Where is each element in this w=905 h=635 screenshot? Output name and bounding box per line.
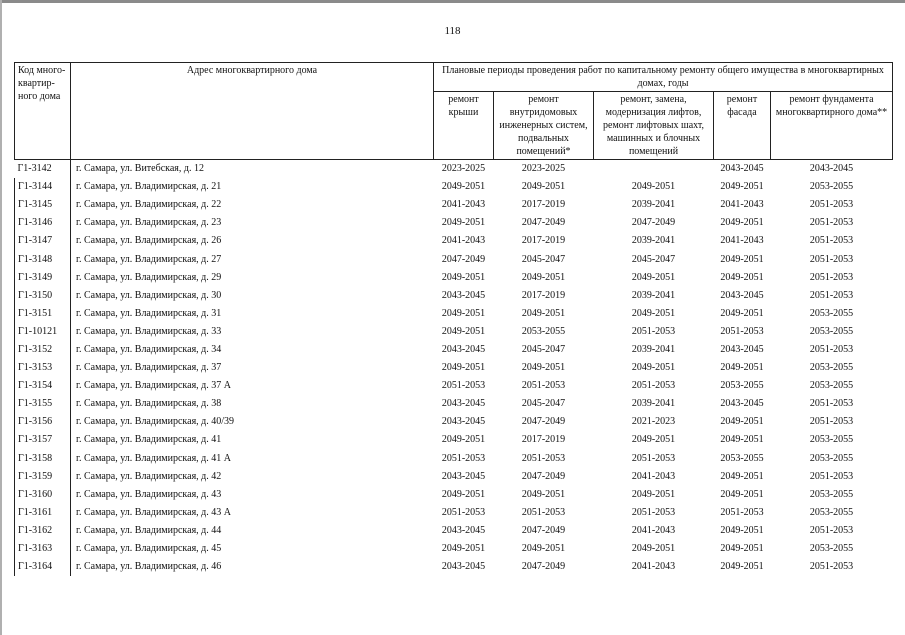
cell-roof: 2043-2045 [441,398,486,410]
cell-address: г. Самара, ул. Владимирская, д. 31 [71,305,434,323]
cell-address: г. Самара, ул. Владимирская, д. 33 [71,323,434,341]
cell-address: г. Самара, ул. Владимирская, д. 41 А [71,450,434,468]
cell-foundation: 2053-2055 [809,506,854,518]
cell-foundation: 2051-2053 [809,398,854,410]
cell-facade: 2049-2051 [720,543,764,555]
table-row [15,558,893,576]
header-lifts: ремонт, замена, модернизация лифтов, ремонт лифтовых шахт, машинных и блочных помещений [594,92,714,160]
cell-internal-systems: 2017-2019 [521,289,566,301]
cell-foundation: 2053-2055 [809,307,854,319]
cell-internal-systems: 2017-2019 [521,235,566,247]
cell-code: Г1-3155 [15,395,71,413]
cell-roof: 2049-2051 [441,488,486,500]
cell-roof: 2049-2051 [441,434,486,446]
cell-address: г. Самара, ул. Владимирская, д. 22 [71,196,434,214]
cell-lifts: 2041-2043 [631,470,676,482]
cell-roof: 2049-2051 [441,271,486,283]
cell-roof: 2049-2051 [441,217,486,229]
cell-foundation: 2051-2053 [809,416,854,428]
cell-lifts: 2039-2041 [631,235,676,247]
cell-lifts: 2049-2051 [631,271,676,283]
cell-address: г. Самара, ул. Владимирская, д. 37 А [71,377,434,395]
table-header [15,63,893,160]
page-number: 118 [444,25,461,37]
cell-facade: 2049-2051 [720,362,764,374]
cell-internal-systems: 2049-2051 [521,271,566,283]
cell-roof: 2043-2045 [441,289,486,301]
cell-facade: 2041-2043 [720,199,764,211]
cell-lifts: 2051-2053 [631,452,676,464]
cell-roof: 2049-2051 [441,543,486,555]
cell-roof: 2041-2043 [441,199,486,211]
cell-foundation: 2051-2053 [809,235,854,247]
cell-internal-systems: 2049-2051 [521,307,566,319]
cell-facade: 2049-2051 [720,217,764,229]
table-row [15,305,893,323]
table-row [15,269,893,287]
cell-foundation: 2053-2055 [809,362,854,374]
cell-code: Г1-3145 [15,196,71,214]
cell-foundation: 2051-2053 [809,561,854,573]
cell-code: Г1-3148 [15,250,71,268]
cell-lifts: 2049-2051 [631,181,676,193]
cell-facade: 2049-2051 [720,561,764,573]
cell-code: Г1-3150 [15,287,71,305]
cell-roof: 2049-2051 [441,362,486,374]
cell-code: Г1-3160 [15,486,71,504]
cell-address: г. Самара, ул. Владимирская, д. 29 [71,269,434,287]
table-row [15,178,893,196]
cell-facade: 2049-2051 [720,488,764,500]
cell-roof: 2051-2053 [441,452,486,464]
cell-foundation: 2051-2053 [809,199,854,211]
cell-lifts: 2051-2053 [631,325,676,337]
cell-internal-systems: 2047-2049 [521,561,566,573]
cell-internal-systems: 2045-2047 [521,343,566,355]
cell-code: Г1-3147 [15,232,71,250]
cell-roof: 2049-2051 [441,181,486,193]
cell-internal-systems: 2023-2025 [521,163,566,175]
cell-foundation: 2053-2055 [809,434,854,446]
cell-foundation: 2043-2045 [809,163,854,175]
table-row [15,232,893,250]
cell-code: Г1-3154 [15,377,71,395]
cell-foundation: 2051-2053 [809,271,854,283]
cell-code: Г1-3164 [15,558,71,576]
cell-roof: 2049-2051 [441,307,486,319]
header-periods-group: Плановые периоды проведения работ по капитальному ремонту общего имущества в многоквартирных домах, годы [434,63,893,92]
cell-lifts: 2039-2041 [631,343,676,355]
cell-code: Г1-3142 [17,163,52,175]
cell-code: Г1-3159 [15,468,71,486]
cell-foundation: 2053-2055 [809,380,854,392]
cell-lifts: 2049-2051 [631,362,676,374]
cell-lifts: 2047-2049 [631,217,676,229]
cell-address: г. Самара, ул. Владимирская, д. 27 [71,250,434,268]
cell-roof: 2043-2045 [441,416,486,428]
table-row [15,287,893,305]
cell-roof: 2041-2043 [441,235,486,247]
cell-lifts: 2039-2041 [631,199,676,211]
cell-internal-systems: 2047-2049 [521,524,566,536]
cell-address: г. Самара, ул. Владимирская, д. 23 [71,214,434,232]
cell-lifts: 2049-2051 [631,434,676,446]
cell-foundation: 2053-2055 [809,325,854,337]
cell-internal-systems: 2051-2053 [521,506,566,518]
cell-address: г. Самара, ул. Владимирская, д. 45 [71,540,434,558]
cell-address: г. Самара, ул. Витебская, д. 12 [71,160,434,179]
cell-internal-systems: 2051-2053 [521,380,566,392]
cell-address: г. Самара, ул. Владимирская, д. 26 [71,232,434,250]
cell-lifts: 2049-2051 [631,307,676,319]
cell-internal-systems: 2047-2049 [521,470,566,482]
cell-address: г. Самара, ул. Владимирская, д. 43 [71,486,434,504]
cell-lifts: 2045-2047 [631,253,676,265]
cell-lifts: 2041-2043 [631,561,676,573]
cell-code: Г1-3146 [15,214,71,232]
cell-address: г. Самара, ул. Владимирская, д. 42 [71,468,434,486]
cell-lifts: 2049-2051 [631,543,676,555]
cell-lifts: 2051-2053 [631,506,676,518]
cell-lifts: 2039-2041 [631,289,676,301]
table-body [15,160,893,577]
cell-foundation: 2051-2053 [809,253,854,265]
table-row [15,323,893,341]
cell-roof: 2043-2045 [441,343,486,355]
capital-repair-table [14,62,893,576]
cell-code: Г1-3163 [15,540,71,558]
cell-address: г. Самара, ул. Владимирская, д. 21 [71,178,434,196]
cell-address: г. Самара, ул. Владимирская, д. 40/39 [71,413,434,431]
cell-address: г. Самара, ул. Владимирская, д. 37 [71,359,434,377]
cell-internal-systems: 2045-2047 [521,398,566,410]
cell-facade: 2043-2045 [720,289,764,301]
cell-facade: 2049-2051 [720,524,764,536]
cell-internal-systems: 2049-2051 [521,543,566,555]
cell-code: Г1-3162 [15,522,71,540]
cell-facade: 2053-2055 [720,380,764,392]
scan-top-edge [0,0,905,3]
cell-foundation: 2053-2055 [809,543,854,555]
cell-internal-systems: 2047-2049 [521,217,566,229]
table-row [15,359,893,377]
cell-facade: 2049-2051 [720,416,764,428]
header-address: Адрес многоквартирного дома [71,63,434,160]
cell-roof: 2043-2045 [441,561,486,573]
cell-internal-systems: 2049-2051 [521,488,566,500]
cell-code: Г1-3151 [15,305,71,323]
cell-code: Г1-3157 [15,431,71,449]
cell-foundation: 2051-2053 [809,217,854,229]
cell-facade: 2053-2055 [720,452,764,464]
cell-internal-systems: 2017-2019 [521,434,566,446]
cell-roof: 2043-2045 [441,524,486,536]
table-row [15,196,893,214]
cell-address: г. Самара, ул. Владимирская, д. 41 [71,431,434,449]
scan-left-edge [0,0,2,635]
cell-internal-systems: 2053-2055 [521,325,566,337]
cell-roof: 2047-2049 [441,253,486,265]
cell-facade: 2049-2051 [720,181,764,193]
cell-lifts: 2021-2023 [631,416,676,428]
cell-foundation: 2051-2053 [809,343,854,355]
table-row [15,431,893,449]
cell-lifts: 2041-2043 [631,524,676,536]
cell-internal-systems: 2047-2049 [521,416,566,428]
cell-foundation: 2051-2053 [809,289,854,301]
table-row [15,341,893,359]
cell-foundation: 2053-2055 [809,452,854,464]
cell-internal-systems: 2017-2019 [521,199,566,211]
cell-address: г. Самара, ул. Владимирская, д. 44 [71,522,434,540]
cell-foundation: 2051-2053 [809,524,854,536]
cell-code: Г1-10121 [15,323,71,341]
header-facade: ремонт фасада [714,92,771,160]
cell-foundation: 2053-2055 [809,488,854,500]
cell-code: Г1-3158 [15,450,71,468]
table-row [15,504,893,522]
cell-internal-systems: 2049-2051 [521,181,566,193]
header-internal-systems: ремонт внутридомовых инженерных систем, подвальных помещений* [494,92,594,160]
cell-roof: 2051-2053 [441,506,486,518]
cell-roof: 2051-2053 [441,380,486,392]
cell-address: г. Самара, ул. Владимирская, д. 34 [71,341,434,359]
cell-facade: 2049-2051 [720,307,764,319]
cell-roof: 2043-2045 [441,470,486,482]
table-row [15,522,893,540]
cell-code: Г1-3153 [15,359,71,377]
cell-address: г. Самара, ул. Владимирская, д. 43 А [71,504,434,522]
table-row [15,377,893,395]
cell-lifts: 2051-2053 [631,380,676,392]
header-foundation: ремонт фундамента многоквартирного дома** [771,92,893,160]
table-row [15,468,893,486]
cell-internal-systems: 2049-2051 [521,362,566,374]
cell-code: Г1-3149 [15,269,71,287]
cell-internal-systems: 2045-2047 [521,253,566,265]
cell-foundation: 2051-2053 [809,470,854,482]
cell-facade: 2049-2051 [720,253,764,265]
cell-code: Г1-3152 [15,341,71,359]
cell-lifts [594,160,714,179]
header-roof: ремонт крыши [434,92,494,160]
table-row [15,160,893,179]
cell-address: г. Самара, ул. Владимирская, д. 46 [71,558,434,576]
cell-foundation: 2053-2055 [809,181,854,193]
table-row [15,486,893,504]
table-row [15,413,893,431]
cell-facade: 2049-2051 [720,470,764,482]
cell-code: Г1-3156 [15,413,71,431]
cell-code: Г1-3161 [15,504,71,522]
cell-facade: 2049-2051 [720,434,764,446]
cell-address: г. Самара, ул. Владимирская, д. 30 [71,287,434,305]
cell-facade: 2051-2053 [720,325,764,337]
cell-facade: 2043-2045 [720,343,764,355]
cell-facade: 2043-2045 [720,163,764,175]
cell-facade: 2049-2051 [720,271,764,283]
cell-code: Г1-3144 [15,178,71,196]
cell-facade: 2051-2053 [720,506,764,518]
table-row [15,214,893,232]
table-row [15,540,893,558]
cell-facade: 2043-2045 [720,398,764,410]
cell-lifts: 2049-2051 [631,488,676,500]
cell-facade: 2041-2043 [720,235,764,247]
cell-address: г. Самара, ул. Владимирская, д. 38 [71,395,434,413]
cell-internal-systems: 2051-2053 [521,452,566,464]
cell-roof: 2023-2025 [441,163,486,175]
cell-roof: 2049-2051 [441,325,486,337]
table-row [15,450,893,468]
cell-lifts: 2039-2041 [631,398,676,410]
header-code: Код много-квартир-ного дома [15,63,71,160]
table-row [15,395,893,413]
table-row [15,250,893,268]
